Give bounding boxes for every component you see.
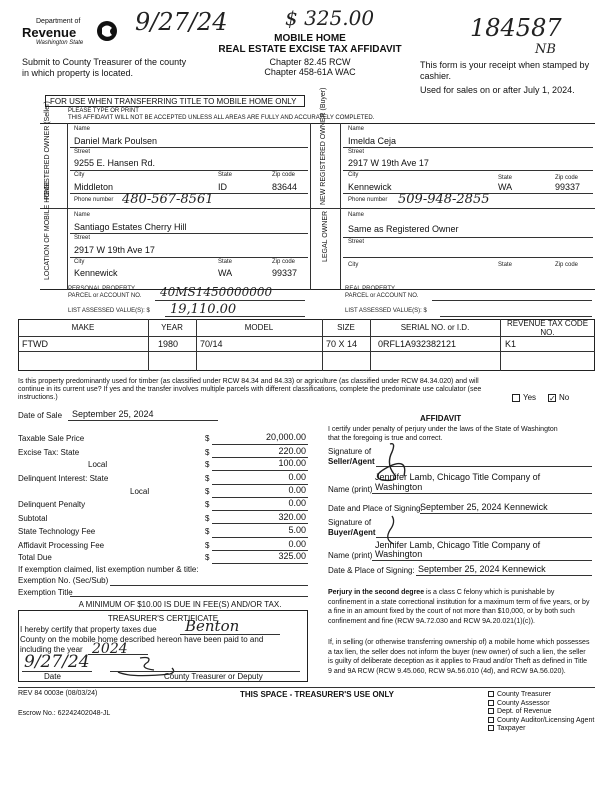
tax-label-0: Taxable Sale Price [18, 434, 85, 443]
copy-county-assessor[interactable] [488, 700, 594, 709]
transfer-banner [45, 95, 305, 107]
hw-receipt-number: 184587 [470, 14, 562, 42]
copy-distribution-list [488, 691, 594, 734]
seller-street-field[interactable]: 9255 E. Hansen Rd. [74, 158, 156, 168]
seller-agent-name-1[interactable]: Jennifer Lamb, Chicago Title Company of [375, 472, 541, 482]
copy-label: Dept. of Revenue [497, 708, 552, 715]
col-make: MAKE [71, 323, 95, 332]
copy-checkbox[interactable] [488, 691, 494, 697]
copy-checkbox[interactable] [488, 708, 494, 714]
sales-date-note: Used for sales on or after July 1, 2024. [420, 85, 575, 95]
buyer-state-label: State [498, 175, 513, 181]
wa-logo-icon [96, 20, 118, 42]
location-state-field[interactable]: WA [218, 268, 233, 278]
tax-value-6[interactable]: 320.00 [278, 512, 306, 522]
treasurer-date-label: Date [44, 672, 61, 681]
tax-value-2[interactable]: 100.00 [278, 458, 306, 468]
hw-initials: NB [535, 42, 556, 57]
legal-street-label: Street [348, 239, 365, 245]
legal-city-label: City [348, 262, 359, 268]
tax-value-3[interactable]: 0.00 [288, 472, 306, 482]
seller-state-label: State [218, 172, 233, 178]
perjury-text: is a class C felony which is punishable by confinement in a state correctional institution for a maximum term of five years, or by a fine in an amount fixed by the court of not more than $10,000, or by both such confinement and fine (RCW 9A.72.030 and RCW 9A.20.021(1)(c)). [328, 589, 590, 625]
buyer-agent-name-2[interactable]: Washington [375, 549, 423, 559]
buyer-phone-label: Phone number [348, 197, 388, 203]
seller-name-print-label: Name (print) [328, 485, 373, 494]
perjury-bold: Perjury in the second degree [328, 589, 425, 596]
form-title-1: MOBILE HOME [274, 33, 346, 44]
buyer-city-field[interactable]: Kennewick [348, 182, 392, 192]
location-street-label: Street [74, 235, 91, 241]
real-property-label: REAL PROPERTY [345, 286, 396, 292]
buyer-sig-label: Signature of [328, 518, 372, 527]
cell-make[interactable]: FTWD [22, 339, 48, 349]
seller-name-label: Name [74, 126, 91, 132]
rev-form-number: REV 84 0003e (08/03/24) [18, 690, 98, 697]
no-checkbox-checked[interactable]: ✓ [549, 393, 556, 403]
legal-side-label: LEGAL OWNER [322, 210, 329, 262]
seller-city-label: City [74, 172, 85, 178]
copy-county-auditor[interactable] [488, 717, 594, 726]
timber-no[interactable] [548, 393, 569, 402]
cell-model[interactable]: 70/14 [200, 339, 223, 349]
buyer-name-label: Name [348, 126, 365, 132]
timber-yes[interactable] [512, 393, 536, 402]
copy-county-treasurer[interactable] [488, 691, 594, 700]
seller-agent-name-2[interactable]: Washington [375, 482, 423, 492]
personal-parcel-field[interactable]: 40MS1450000000 [160, 285, 273, 299]
sale-date-label: Date of Sale [18, 411, 63, 420]
yes-label: Yes [523, 393, 537, 402]
tax-value-7[interactable]: 5.00 [288, 525, 306, 535]
real-assessed-label: LIST ASSESSED VALUE(S): $ [345, 308, 427, 314]
buyer-sig-role: Buyer/Agent [328, 528, 376, 537]
seller-sig-label: Signature of [328, 447, 372, 456]
legal-name-label: Name [348, 212, 365, 218]
chapter-rcw: Chapter 82.45 RCW [269, 57, 351, 67]
seller-zip-field[interactable]: 83644 [272, 182, 298, 192]
buyer-name-field[interactable]: Imelda Ceja [348, 136, 397, 146]
exemption-instructions: If exemption claimed, list exemption number & title: [18, 565, 199, 574]
buyer-agent-name-1[interactable]: Jennifer Lamb, Chicago Title Company of [375, 540, 541, 550]
copy-checkbox[interactable] [488, 717, 494, 723]
treasurer-use-only: THIS SPACE - TREASURER'S USE ONLY [240, 690, 394, 699]
sale-date-field[interactable]: September 25, 2024 [72, 409, 154, 419]
treasurer-county-hw[interactable]: Benton [185, 617, 240, 635]
escrow-number: Escrow No.: 62242402048-JL [18, 710, 111, 717]
col-serial: SERIAL NO. or I.D. [400, 323, 470, 332]
treasurer-title: TREASURER'S CERTIFICATE [107, 614, 219, 623]
copy-label: County Treasurer [497, 691, 552, 698]
receipt-note: This form is your receipt when stamped by cashier. [420, 60, 590, 81]
hw-stamp-date: 9/27/24 [135, 8, 228, 36]
tax-label-2: Local [88, 460, 108, 469]
tax-value-0[interactable]: 20,000.00 [265, 432, 306, 442]
treasurer-date-hw[interactable]: 9/27/24 [24, 652, 90, 672]
treasurer-text3: including the year [20, 645, 83, 654]
seller-street-label: Street [74, 149, 91, 155]
affidavit-title: AFFIDAVIT [420, 414, 462, 423]
tax-value-1[interactable]: 220.00 [278, 446, 306, 456]
buyer-side-label: NEW REGISTERED OWNER (Buyer) [320, 87, 327, 205]
location-name-label: Name [74, 212, 91, 218]
buyer-date-place-field[interactable]: September 25, 2024 Kennewick [418, 564, 546, 574]
copy-label: County Assessor [497, 699, 550, 707]
location-zip-field[interactable]: 99337 [272, 268, 298, 278]
tax-label-7: State Technology Fee [18, 527, 96, 536]
banner-title: FOR USE WHEN TRANSFERRING TITLE TO MOBILE HOME ONLY [50, 97, 297, 106]
assessed-value-field[interactable]: 19,110.00 [170, 302, 237, 317]
yes-checkbox[interactable] [512, 394, 520, 402]
treasurer-sig-label: County Treasurer or Deputy [164, 672, 263, 681]
tax-label-4: Local [130, 487, 150, 496]
seller-phone-label: Phone number [74, 197, 114, 203]
real-parcel-label: PARCEL or ACCOUNT NO. [345, 293, 419, 299]
tax-value-5[interactable]: 0.00 [288, 498, 306, 508]
cell-tax-code[interactable]: K1 [505, 339, 517, 349]
location-zip-label: Zip code [272, 259, 296, 265]
tax-label-9: Total Due [18, 553, 52, 562]
tax-label-3: Delinquent Interest: State [18, 474, 109, 483]
seller-sig-role: Seller/Agent [328, 457, 375, 466]
col-size: SIZE [337, 323, 355, 332]
treasurer-text2: County on the mobile home described hereon have been paid to and [20, 635, 264, 644]
seller-date-place-label: Date and Place of Signing: [328, 504, 423, 513]
copy-label: Taxpayer [497, 725, 526, 732]
form-title-2: REAL ESTATE EXCISE TAX AFFIDAVIT [218, 44, 402, 55]
buyer-phone-field[interactable]: 509-948-2855 [398, 192, 490, 207]
seller-name-field[interactable]: Daniel Mark Poulsen [74, 136, 158, 146]
copy-label: County Auditor/Licensing Agent [497, 716, 595, 724]
treasurer-text1: I hereby certify that property taxes due [20, 625, 157, 634]
buyer-street-label: Street [348, 149, 365, 155]
buyer-zip-label: Zip code [555, 175, 579, 181]
tax-value-9[interactable]: 325.00 [278, 551, 306, 561]
chapter-wac: Chapter 458-61A WAC [264, 67, 356, 77]
tax-label-5: Delinquent Penalty [18, 500, 86, 509]
buyer-date-place-label: Date & Place of Signing: [328, 566, 415, 575]
tax-value-8[interactable]: 0.00 [288, 539, 306, 549]
buyer-name-print-label: Name (print) [328, 551, 373, 560]
cell-year[interactable]: 1980 [158, 339, 179, 349]
seller-date-place-field[interactable]: September 25, 2024 Kennewick [420, 502, 548, 512]
location-name-field[interactable]: Santiago Estates Cherry Hill [74, 222, 187, 232]
timber-question: Is this property predominantly used for timber (as classified under RCW 84.34 and 84.33) or agriculture (as classified under RCW 84.34.020) and will continue in its current use? If yes and the transfer involves multiple parcels with different classifications, complete the predominate use calculator (see instructions.) [18, 378, 482, 401]
minimum-fee-note: A MINIMUM OF $10.00 IS DUE IN FEE(S) AND/OR TAX. [78, 600, 282, 609]
location-state-label: State [218, 259, 233, 265]
buyer-zip-field[interactable]: 99337 [555, 182, 581, 192]
perjury-notice [328, 588, 590, 626]
legal-name-field[interactable]: Same as Registered Owner [348, 224, 459, 234]
exemption-title-label: Exemption Title [18, 588, 73, 597]
col-model: MODEL [244, 323, 274, 332]
seller-side-label: REGISTERED OWNER (Seller) [44, 101, 51, 200]
cell-size[interactable]: 70 X 14 [326, 339, 358, 349]
cell-serial[interactable]: 0RFL1A932382121 [378, 339, 457, 349]
seller-zip-label: Zip code [272, 172, 296, 178]
buyer-state-field[interactable]: WA [498, 182, 513, 192]
col-tax-code: REVENUE TAX CODE NO. [506, 319, 589, 337]
tax-label-1: Excise Tax: State [18, 448, 80, 457]
copy-checkbox[interactable] [488, 700, 494, 706]
copy-dept-revenue[interactable] [488, 708, 594, 717]
treasurer-year-hw[interactable]: 2024 [92, 641, 128, 657]
dor-logo [22, 18, 122, 50]
seller-phone-field[interactable]: 480-567-8561 [122, 192, 214, 207]
col-year: YEAR [161, 323, 183, 332]
buyer-street-field[interactable]: 2917 W 19th Ave 17 [348, 158, 429, 168]
assessed-value-label: LIST ASSESSED VALUE(S): $ [68, 308, 150, 314]
logo-dept-line1: Department of [36, 18, 81, 25]
no-label: No [559, 393, 570, 402]
tax-label-6: Subtotal [18, 514, 48, 523]
buyer-city-label: City [348, 172, 359, 178]
copy-taxpayer[interactable] [488, 725, 594, 734]
location-city-field[interactable]: Kennewick [74, 268, 118, 278]
seller-state-field[interactable]: ID [218, 182, 227, 192]
location-side-label: LOCATION OF MOBILE HOME [44, 181, 51, 280]
logo-dept-line3: Washington State [36, 40, 84, 46]
legal-state-label: State [498, 262, 513, 268]
tax-lien-notice: If, in selling (or otherwise transferring ownership of) a mobile home which possesses a tax lien, the seller does not inform the buyer (new owner) of such a lien, the seller is guilty of deliberate deception as it applies to Fraud and/or Theft as defined in Title 9 and 9A RCW (RCW 9.45.060, RCW 9A.56.010 (4d), and RCW 9A.56.020). [328, 639, 590, 675]
exemption-number-label: Exemption No. (Sec/Sub) [18, 576, 109, 585]
tax-label-8: Affidavit Processing Fee [18, 541, 105, 550]
tax-value-4[interactable]: 0.00 [288, 485, 306, 495]
logo-dept-line2: Revenue [22, 25, 77, 40]
banner-line2: THIS AFFIDAVIT WILL NOT BE ACCEPTED UNLESS ALL AREAS ARE FULLY AND ACCURATELY COMPLETED. [68, 115, 375, 121]
hw-amount: $ 325.00 [285, 6, 375, 30]
legal-zip-label: Zip code [555, 262, 579, 268]
seller-city-field[interactable]: Middleton [74, 182, 114, 192]
location-street-field[interactable]: 2917 W 19th Ave 17 [74, 245, 155, 255]
affidavit-certification: I certify under penalty of perjury under the laws of the State of Washington that the foregoing is true and correct. [328, 426, 558, 442]
copy-checkbox[interactable] [488, 725, 494, 731]
submit-note: Submit to County Treasurer of the county in which property is located. [22, 57, 187, 78]
banner-line1: PLEASE TYPE OR PRINT [68, 108, 139, 114]
personal-parcel-label: PARCEL or ACCOUNT NO. [68, 293, 142, 299]
personal-property-label: PERSONAL PROPERTY [68, 286, 136, 292]
location-city-label: City [74, 259, 85, 265]
